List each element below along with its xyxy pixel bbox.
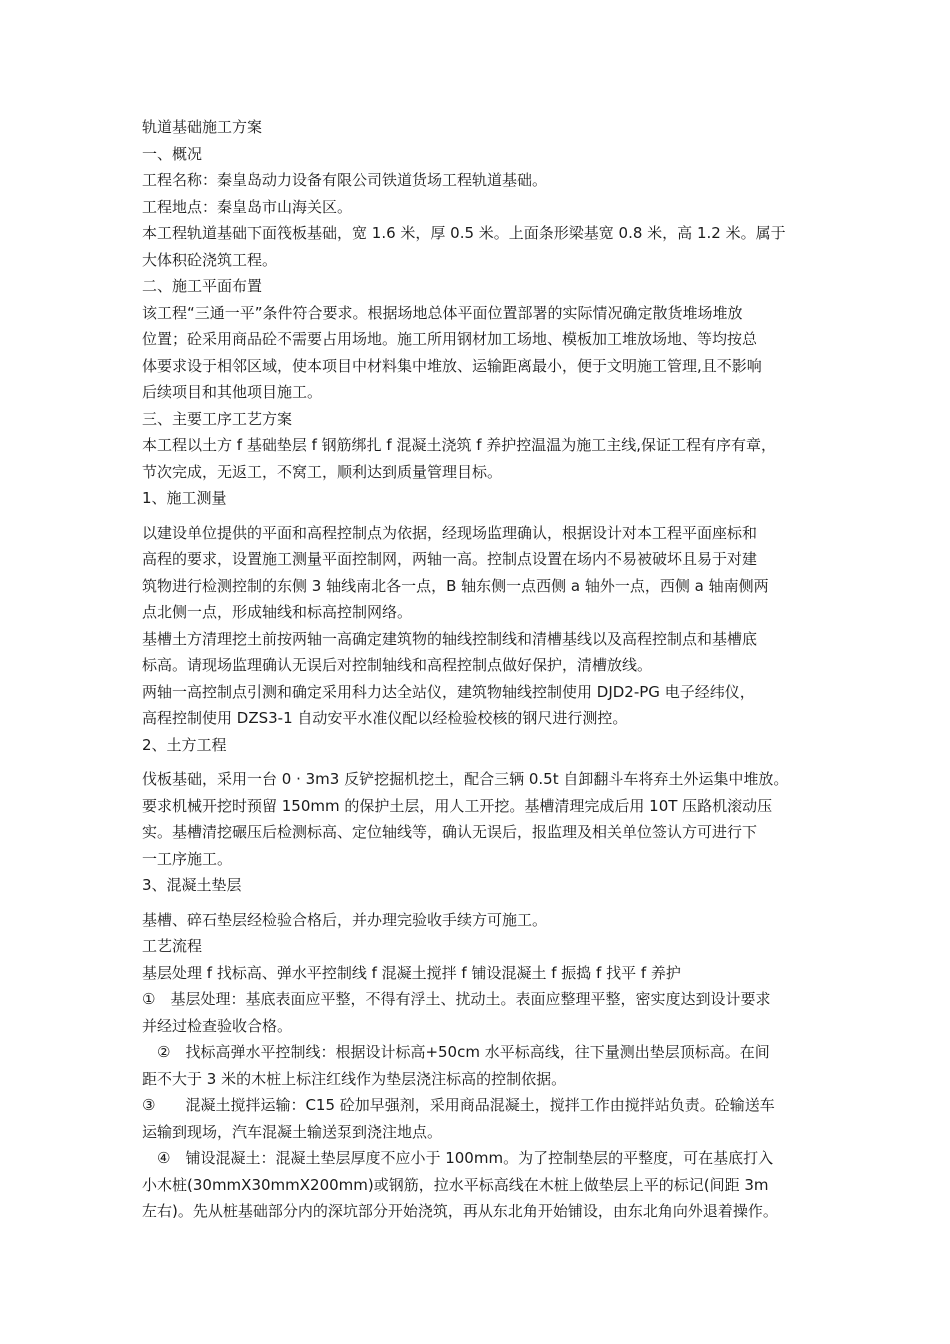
paragraph-line: 高程的要求，设置施工测量平面控制网，两轴一高。控制点设置在场内不易被破坏且易于对建 <box>142 550 758 568</box>
paragraph-line: 距不大于 3 米的木桩上标注红线作为垫层浇注标高的控制依据。 <box>142 1069 567 1088</box>
paragraph-line: 基槽土方清理挖土前按两轴一高确定建筑物的轴线控制线和清槽基线以及高程控制点和基槽底 <box>142 629 758 648</box>
paragraph-line: 筑物进行检测控制的东侧 3 轴线南北各一点，B 轴东侧一点西侧 a 轴外一点，西侧 a 轴南侧两 <box>142 576 769 595</box>
paragraph-line: 运输到现场，汽车混凝土输送泵到浇注地点。 <box>142 1122 443 1141</box>
section-heading-layout: 二、施工平面布置 <box>142 277 263 295</box>
paragraph-line: 一工序施工。 <box>142 849 233 868</box>
document-page <box>142 114 822 1225</box>
paragraph-line: 节次完成，无返工，不窝工，顺利达到质量管理目标。 <box>142 462 503 481</box>
list-item-line: ④ 铺设混凝土：混凝土垫层厚度不应小于 100mm。为了控制垫层的平整度，可在基底打入 <box>142 1149 774 1167</box>
paragraph-line: 点北侧一点，形成轴线和标高控制网络。 <box>142 603 413 621</box>
paragraph-line: 后续项目和其他项目施工。 <box>142 383 323 401</box>
paragraph-line: 并经过检查验收合格。 <box>142 1016 293 1035</box>
paragraph-line: 高程控制使用 DZS3-1 自动安平水准仪配以经检验校核的钢尺进行测控。 <box>142 709 628 727</box>
list-item-line: ③ 混凝土搅拌运输：C15 砼加早强剂，采用商品混凝土，搅拌工作由搅拌站负责。砼输送车 <box>142 1096 775 1114</box>
paragraph-line: 本工程以土方 f 基础垫层 f 钢筋绑扎 f 混凝土浇筑 f 养护控温温为施工主线,保证工程有序有章， <box>142 436 777 454</box>
paragraph-line: 该工程“三通一平”条件符合要求。根据场地总体平面位置部署的实际情况确定散货堆场堆放 <box>142 303 743 322</box>
paragraph-line: 两轴一高控制点引测和确定采用科力达全站仪，建筑物轴线控制使用 DJD2-PG 电子经纬仪， <box>142 682 755 701</box>
list-item-line: ① 基层处理：基底表面应平整，不得有浮土、扰动土。表面应整理平整，密实度达到设计要求 <box>142 990 771 1008</box>
subsection-heading-cushion: 3、混凝土垫层 <box>142 876 242 894</box>
paragraph-line: 以建设单位提供的平面和高程控制点为依据，经现场监理确认，根据设计对本工程平面座标和 <box>142 523 758 542</box>
paragraph-line: 基槽、碎石垫层经检验合格后，并办理完验收手续方可施工。 <box>142 910 548 929</box>
paragraph-line: 基层处理 f 找标高、弹水平控制线 f 混凝土搅拌 f 铺设混凝土 f 振捣 f 找平 f 养护 <box>142 963 681 982</box>
section-heading-overview: 一、概况 <box>142 144 203 163</box>
subsection-heading-earthwork: 2、土方工程 <box>142 735 227 754</box>
paragraph-line: 小木桩(30mmX30mmX200mm)或钢筋，拉水平标高线在木桩上做垫层上平的标记(间距 3m <box>142 1175 769 1194</box>
paragraph-line: 伐板基础，采用一台 0 · 3m3 反铲挖掘机挖土，配合三辆 0.5t 自卸翻斗车将弃土外运集中堆放。 <box>142 770 789 788</box>
paragraph-line: 左右)。先从桩基础部分内的深坑部分开始浇筑，再从东北角开始铺设，由东北角向外退着操作。 <box>142 1202 778 1220</box>
paragraph-line: 工艺流程 <box>142 937 203 955</box>
paragraph-line: 标高。请现场监理确认无误后对控制轴线和高程控制点做好保护，清槽放线。 <box>142 656 653 674</box>
section-heading-process: 三、主要工序工艺方案 <box>142 409 293 428</box>
paragraph-line: 位置；砼采用商品砼不需要占用场地。施工所用钢材加工场地、模板加工堆放场地、等均按总 <box>142 330 758 348</box>
paragraph-line: 本工程轨道基础下面筏板基础，宽 1.6 米，厚 0.5 米。上面条形梁基宽 0.8 米，高 1.2 米。属于 <box>142 224 786 242</box>
paragraph-line: 体要求设于相邻区域，使本项目中材料集中堆放、运输距离最小，便于文明施工管理,且不影响 <box>142 356 762 375</box>
paragraph-line: 要求机械开挖时预留 150mm 的保护土层，用人工开挖。基槽清理完成后用 10T 压路机滚动压 <box>142 796 773 815</box>
paragraph-line: 工程地点：秦皇岛市山海关区。 <box>142 197 353 216</box>
paragraph-line: 实。基槽清挖碾压后检测标高、定位轴线等，确认无误后，报监理及相关单位签认方可进行下 <box>142 823 758 841</box>
subsection-heading-survey: 1、施工测量 <box>142 489 227 507</box>
list-item-line: ② 找标高弹水平控制线：根据设计标高+50cm 水平标高线，往下量测出垫层顶标高。在间 <box>142 1043 770 1061</box>
paragraph-line: 工程名称：秦皇岛动力设备有限公司铁道货场工程轨道基础。 <box>142 171 548 189</box>
paragraph-line: 大体积砼浇筑工程。 <box>142 250 278 269</box>
doc-title: 轨道基础施工方案 <box>142 118 263 136</box>
